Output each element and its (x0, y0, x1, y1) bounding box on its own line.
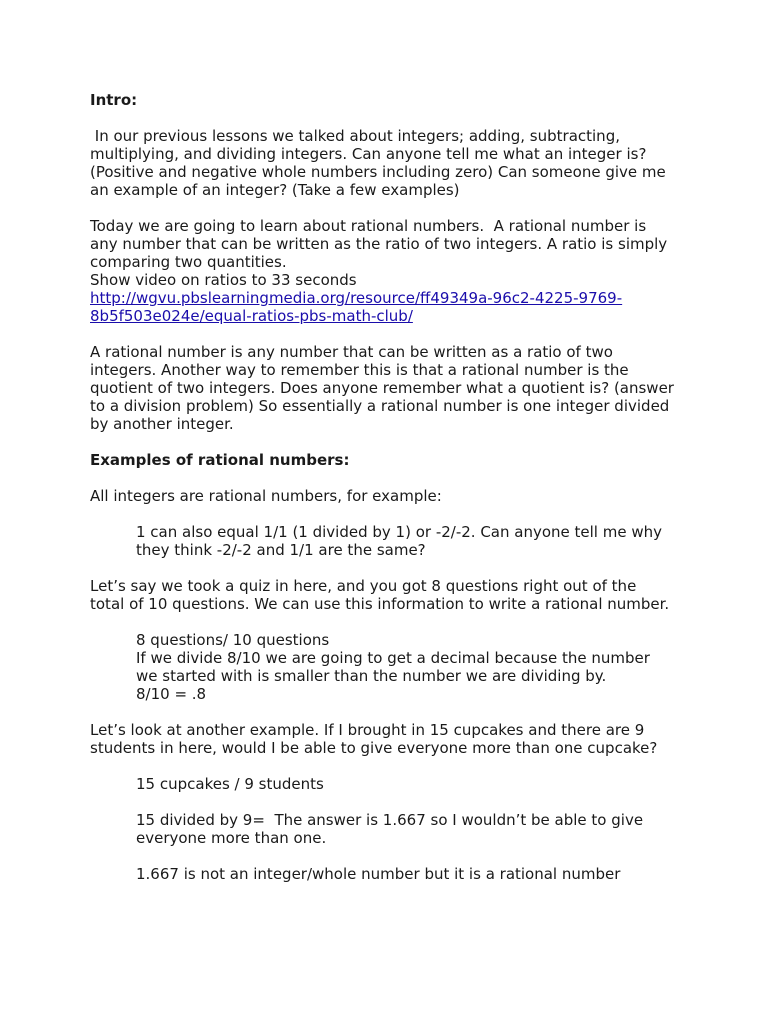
cupcake-division-line-1: 15 divided by 9= The answer is 1.667 so I wouldn’t be able to give (136, 811, 644, 829)
today-line-2: any number that can be written as the ratio of two integers. A ratio is simply (90, 235, 668, 253)
quiz-line-1: Let’s say we took a quiz in here, and you got 8 questions right out of the (90, 577, 637, 595)
intro-line-4: an example of an integer? (Take a few examples) (90, 181, 460, 199)
cupcake-division-line-2: everyone more than one. (136, 829, 327, 847)
quiz-example-line-1: 8 questions/ 10 questions (136, 631, 330, 649)
intro-line-3: (Positive and negative whole numbers including zero) Can someone give me (90, 163, 666, 181)
definition-line-2: integers. Another way to remember this is that a rational number is the (90, 361, 629, 379)
intro-heading: Intro: (90, 91, 138, 109)
definition-line-4: to a division problem) So essentially a rational number is one integer divided (90, 397, 670, 415)
integer-example (90, 523, 690, 559)
cupcake-line-2: students in here, would I be able to give everyone more than one cupcake? (90, 739, 658, 757)
integers-line: All integers are rational numbers, for example: (90, 487, 442, 505)
cupcake-division (90, 811, 690, 847)
quiz-line-2: total of 10 questions. We can use this information to write a rational number. (90, 595, 670, 613)
integer-example-line-2: they think -2/-2 and 1/1 are the same? (136, 541, 426, 559)
video-link-line-1[interactable]: http://wgvu.pbslearningmedia.org/resource/ff49349a-96c2-4225-9769- (90, 289, 623, 307)
video-link[interactable] (90, 289, 690, 325)
quiz-example-line-4: 8/10 = .8 (136, 685, 207, 703)
today-line-1: Today we are going to learn about rational numbers. A rational number is (90, 217, 647, 235)
examples-heading: Examples of rational numbers: (90, 451, 350, 469)
cupcake-conclusion: 1.667 is not an integer/whole number but it is a rational number (136, 865, 621, 883)
video-link-line-2[interactable]: 8b5f503e024e/equal-ratios-pbs-math-club/ (90, 307, 413, 325)
definition-line-1: A rational number is any number that can be written as a ratio of two (90, 343, 613, 361)
video-instruction: Show video on ratios to 33 seconds (90, 271, 357, 289)
quiz-example (90, 631, 690, 703)
today-paragraph (90, 217, 690, 325)
intro-line-2: multiplying, and dividing integers. Can anyone tell me what an integer is? (90, 145, 647, 163)
definition-line-5: by another integer. (90, 415, 234, 433)
today-line-3: comparing two quantities. (90, 253, 287, 271)
cupcake-ratio: 15 cupcakes / 9 students (136, 775, 324, 793)
intro-paragraph (90, 127, 690, 199)
intro-line-1: In our previous lessons we talked about integers; adding, subtracting, (90, 127, 620, 145)
cupcake-paragraph (90, 721, 690, 757)
quiz-example-line-3: we started with is smaller than the number we are dividing by. (136, 667, 607, 685)
integer-example-line-1: 1 can also equal 1/1 (1 divided by 1) or -2/-2. Can anyone tell me why (136, 523, 662, 541)
quiz-paragraph (90, 577, 690, 613)
quiz-example-line-2: If we divide 8/10 we are going to get a decimal because the number (136, 649, 650, 667)
document-page (90, 91, 690, 883)
definition-line-3: quotient of two integers. Does anyone remember what a quotient is? (answer (90, 379, 674, 397)
definition-paragraph (90, 343, 690, 433)
cupcake-line-1: Let’s look at another example. If I brought in 15 cupcakes and there are 9 (90, 721, 645, 739)
